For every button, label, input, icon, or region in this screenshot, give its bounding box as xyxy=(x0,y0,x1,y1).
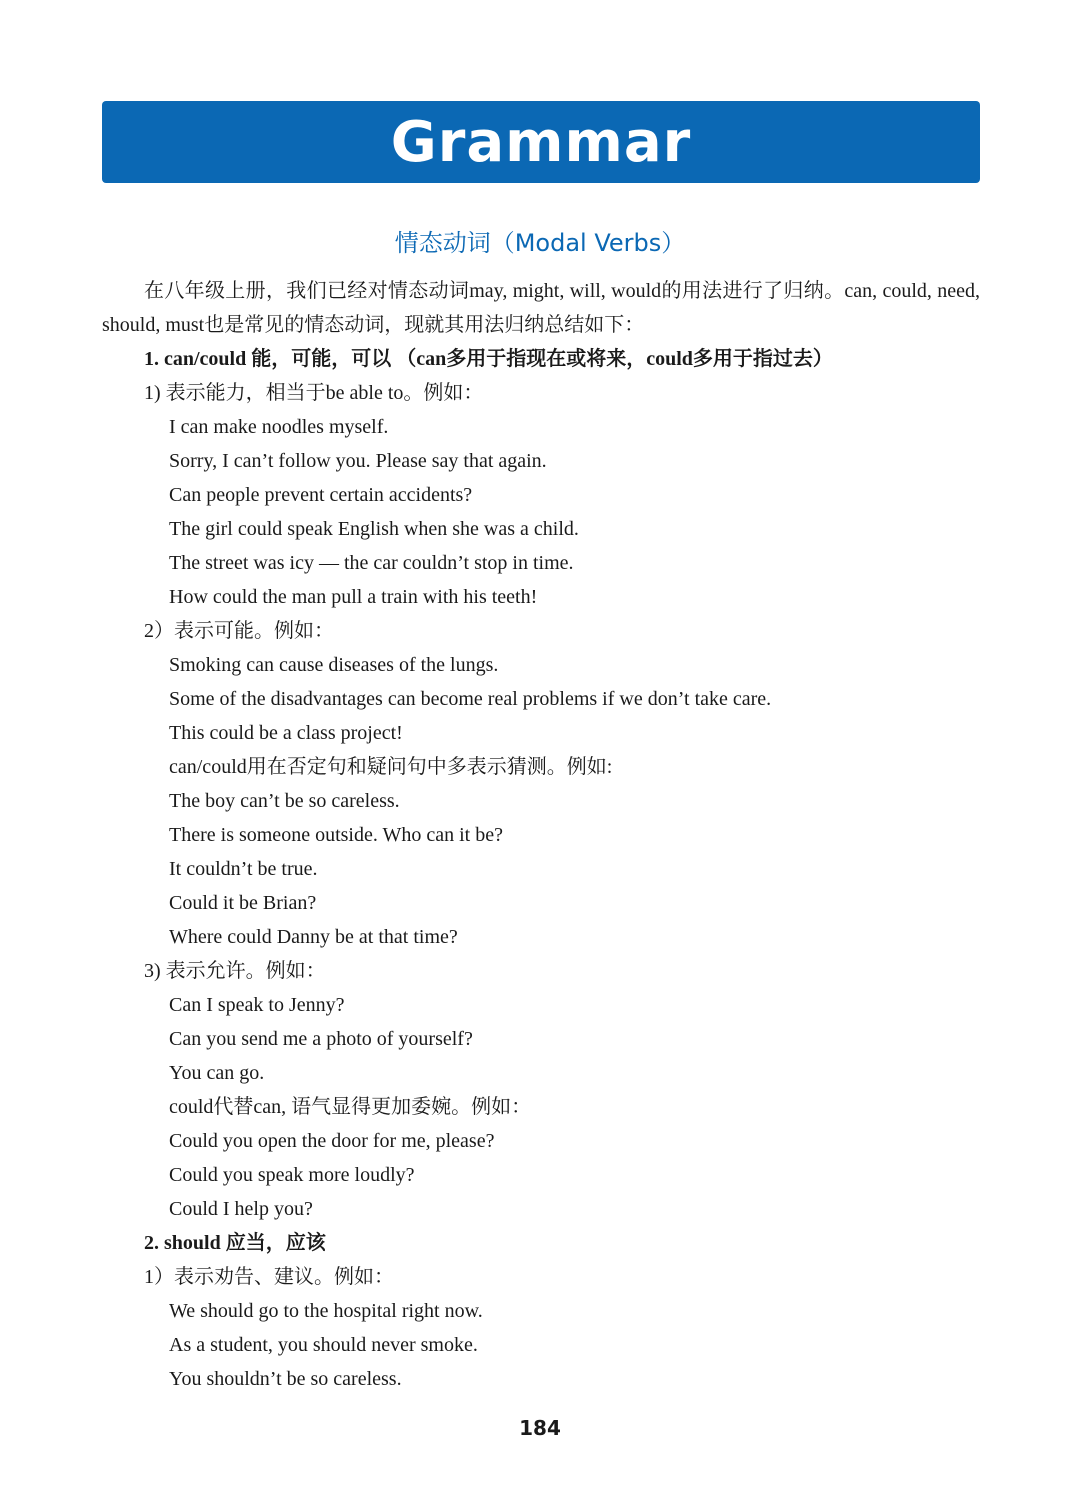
note-line: can/could用在否定句和疑问句中多表示猜测。例如: xyxy=(169,756,613,778)
example-line: You can go. xyxy=(169,1062,265,1084)
example-line: Smoking can cause diseases of the lungs. xyxy=(169,654,499,676)
heading-line: 1. can/could 能，可能，可以 （can多用于指现在或将来，could多用于指过去） xyxy=(144,348,833,370)
note-line: could代替can, 语气显得更加委婉。例如： xyxy=(169,1096,532,1118)
example-line: The boy can’t be so careless. xyxy=(169,790,400,812)
example-line: Can people prevent certain accidents? xyxy=(169,484,473,506)
example-line: Could you speak more loudly? xyxy=(169,1164,415,1186)
section-title: 情态动词（Modal Verbs） xyxy=(394,229,686,257)
example-line: Could you open the door for me, please? xyxy=(169,1130,495,1152)
example-line: Can you send me a photo of yourself? xyxy=(169,1028,473,1050)
lines-list xyxy=(102,342,980,1396)
example-line: The street was icy — the car couldn’t stop in time. xyxy=(169,552,574,574)
example-line: You shouldn’t be so careless. xyxy=(169,1368,402,1390)
example-line: It couldn’t be true. xyxy=(169,858,318,880)
example-line: Some of the disadvantages can become real problems if we don’t take care. xyxy=(169,688,772,710)
example-line: We should go to the hospital right now. xyxy=(169,1300,483,1322)
sub-heading-line: 3) 表示允许。例如： xyxy=(144,960,326,982)
content xyxy=(102,274,980,1396)
example-line: As a student, you should never smoke. xyxy=(169,1334,478,1356)
example-line: The girl could speak English when she was a child. xyxy=(169,518,579,540)
example-line: Could I help you? xyxy=(169,1198,313,1220)
heading-line: 2. should 应当，应该 xyxy=(144,1232,326,1254)
example-line: This could be a class project! xyxy=(169,722,403,744)
banner-title: Grammar xyxy=(390,110,692,175)
grammar-banner xyxy=(102,101,980,183)
example-line: I can make noodles myself. xyxy=(169,416,389,438)
example-line: Can I speak to Jenny? xyxy=(169,994,345,1016)
example-line: Sorry, I can’t follow you. Please say that again. xyxy=(169,450,547,472)
sub-heading-line: 2）表示可能。例如： xyxy=(144,620,334,642)
intro-paragraph: 在八年级上册，我们已经对情态动词may, might, will, would的用法进行了归纳。can, could, need, should, must也是常见的情态动词，现就其用法归纳总结如下： xyxy=(102,280,980,336)
example-line: Where could Danny be at that time? xyxy=(169,926,458,948)
sub-heading-line: 1) 表示能力，相当于be able to。例如： xyxy=(144,382,484,404)
example-line: Could it be Brian? xyxy=(169,892,317,914)
sub-heading-line: 1）表示劝告、建议。例如： xyxy=(144,1266,394,1288)
example-line: How could the man pull a train with his teeth! xyxy=(169,586,538,608)
example-line: There is someone outside. Who can it be? xyxy=(169,824,503,846)
page-number: 184 xyxy=(519,1416,561,1440)
